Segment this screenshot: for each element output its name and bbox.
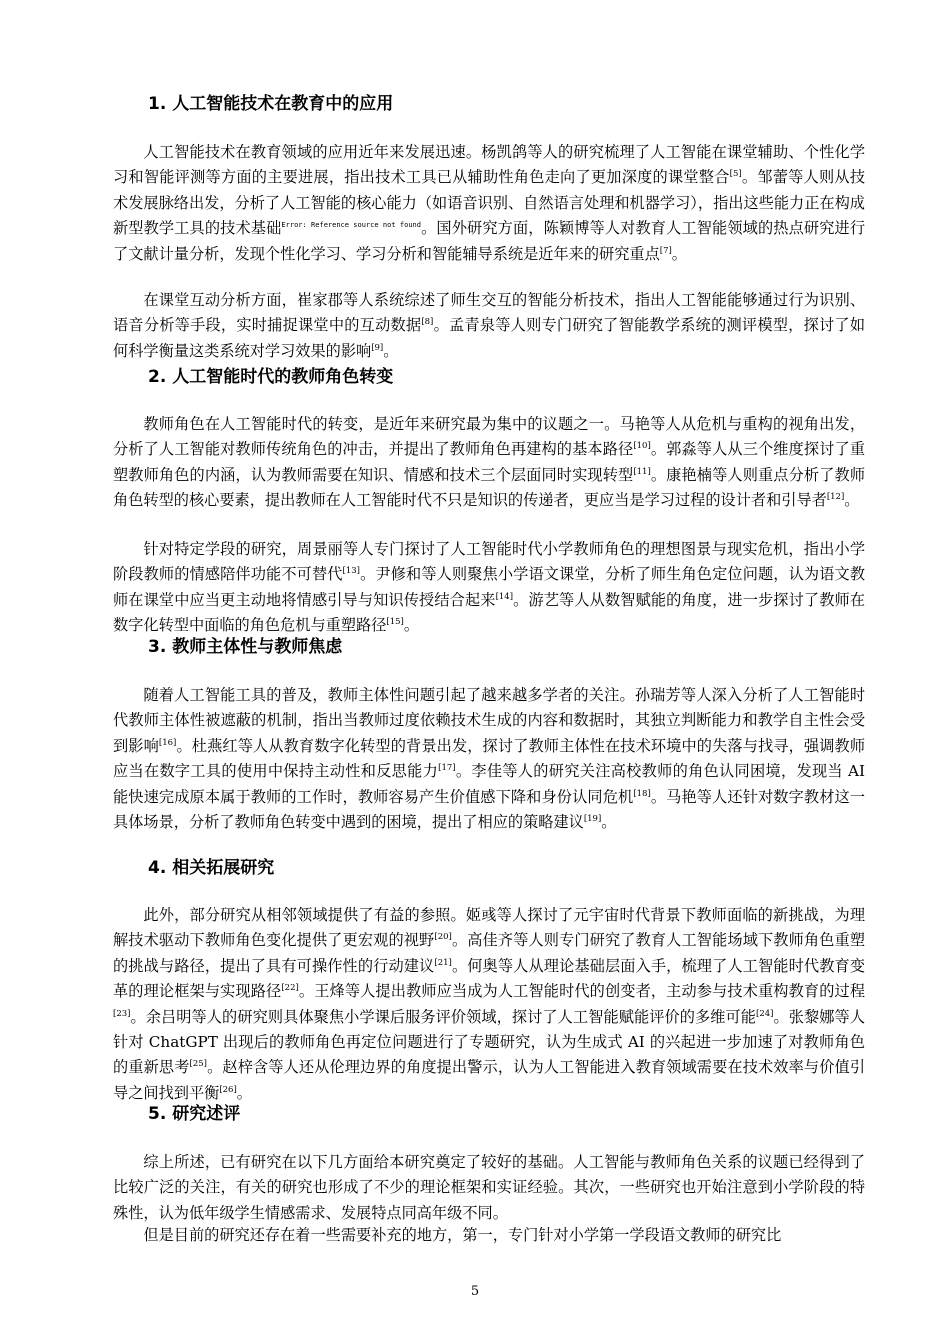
citation-marker: [23]: [113, 1008, 131, 1019]
section-heading-review: 5. 研究述评: [148, 1104, 241, 1124]
text-fragment: 。: [403, 616, 420, 635]
body-paragraph: [113, 537, 865, 639]
text-fragment: 。张黎娜等人针对 ChatGPT 出现后的教师角色再定位问题进行了专题研究，认为生成式 AI 的兴起进一步加速了对教师角色的重新思考: [113, 1007, 866, 1077]
text-fragment: 。: [844, 491, 860, 510]
citation-marker: [8]: [421, 317, 434, 328]
text-fragment: 。何奥等人从理论基础层面入手，梳理了人工智能时代教育变革的理论框架与实现路径: [113, 956, 866, 1001]
citation-marker: [18]: [633, 788, 651, 799]
text-fragment: 。: [236, 1083, 252, 1102]
section-heading-teacher-role-shift: 2. 人工智能时代的教师角色转变: [148, 367, 394, 387]
citation-marker: [9]: [371, 342, 384, 353]
citation-marker: [15]: [386, 617, 404, 628]
text-fragment: 。孟青泉等人则专门研究了智能教学系统的测评模型，探讨了如何科学衡量这类系统对学习效果的影响: [113, 316, 866, 360]
citation-marker: [26]: [219, 1084, 237, 1095]
text-fragment: 。: [383, 341, 399, 360]
citation-marker: [13]: [342, 566, 360, 577]
text-fragment: 。李佳等人的研究关注高校教师的角色认同困境，发现当 AI 能快速完成原本属于教师的工作时，教师容易产生价值感下降和身份认同危机: [113, 762, 866, 806]
text-fragment: 。王烽等人提出教师应当成为人工智能时代的创变者，主动参与技术重构教育的过程: [298, 982, 866, 1001]
citation-marker: [22]: [281, 983, 299, 994]
text-fragment: 人工智能技术在教育领域的应用近年来发展迅速。杨凯鸽等人的研究梳理了人工智能在课堂辅助、个性化学习和智能评测等方面的主要进展，指出技术工具已从辅助性角色走向了更加深度的课堂整合: [113, 143, 865, 187]
section-heading-extended-research: 4. 相关拓展研究: [148, 858, 275, 878]
text-fragment: 在课堂互动分析方面，崔家郡等人系统综述了师生交互的智能分析技术，指出人工智能能够通过行为识别、语音分析等手段，实时捕捉课堂中的互动数据: [113, 291, 865, 335]
citation-marker: [11]: [633, 466, 651, 477]
reference-error-note: Error: Reference source not found: [281, 221, 421, 230]
text-fragment: 。游艺等人从数智赋能的角度，进一步探讨了教师在数字化转型中面临的角色危机与重塑路径: [113, 590, 866, 635]
citation-marker: [7]: [659, 245, 672, 256]
body-paragraph: [113, 288, 865, 364]
body-paragraph: [113, 903, 865, 1106]
text-fragment: 教师角色在人工智能时代的转变，是近年来研究最为集中的议题之一。马艳等人从危机与重构的视角出发，分析了人工智能对教师传统角色的冲击，并提出了教师角色再建构的基本路径: [113, 415, 865, 459]
citation-marker: [25]: [189, 1059, 207, 1070]
citation-marker: [12]: [826, 492, 845, 503]
body-paragraph: [113, 1223, 865, 1248]
page-number: 5: [470, 1284, 480, 1299]
section-heading-ai-applications: 1. 人工智能技术在教育中的应用: [148, 94, 394, 114]
text-fragment: 。马艳等人还针对数字教材这一具体场景，分析了教师角色转变中遇到的困境，提出了相应的策略建议: [113, 787, 866, 832]
text-fragment: 。邹蕾等人则从技术发展脉络出发，分析了人工智能的核心能力（如语音识别、自然语言处理和机器学习），指出这些能力正在构成新型教学工具的技术基础: [113, 168, 866, 238]
citation-marker: [14]: [495, 591, 514, 602]
body-paragraph: [113, 412, 865, 514]
citation-marker: [10]: [633, 441, 651, 452]
citation-marker: [5]: [729, 169, 742, 180]
text-fragment: 。高佳齐等人则专门研究了教育人工智能场域下教师角色重塑的挑战与路径，提出了具有可操作性的行动建议: [113, 931, 866, 975]
citation-marker: [24]: [756, 1008, 774, 1019]
text-fragment: 。余吕明等人的研究则具体聚焦小学课后服务评价领域，探讨了人工智能赋能评价的多维可能: [130, 1007, 757, 1026]
text-fragment: 。杜燕红等人从教育数字化转型的背景出发，探讨了教师主体性在技术环境中的失落与找寻，强调教师应当在数字工具的使用中保持主动性和反思能力: [113, 736, 866, 781]
text-fragment: 。: [601, 813, 617, 832]
body-paragraph: [113, 1150, 865, 1226]
text-fragment: 。赵梓含等人还从伦理边界的角度提出警示，认为人工智能进入教育领域需要在技术效率与价值引导之间找到平衡: [113, 1058, 866, 1102]
text-fragment: 。国外研究方面，陈颖博等人对教育人工智能领域的热点研究进行了文献计量分析，发现个性化学习、学习分析和智能辅导系统是近年来的研究重点: [113, 219, 866, 263]
citation-marker: [16]: [158, 737, 177, 748]
body-paragraph: [113, 683, 865, 835]
text-fragment: 针对特定学段的研究，周景丽等人专门探讨了人工智能时代小学教师角色的理想图景与现实危机，指出小学阶段教师的情感陪伴功能不可替代: [113, 540, 865, 584]
text-fragment: 。郭淼等人从三个维度探讨了重塑教师角色的内涵，认为教师需要在知识、情感和技术三个层面同时实现转型: [113, 440, 866, 484]
text-fragment: 。尹修和等人则聚焦小学语文课堂，分析了师生角色定位问题，认为语文教师在课堂中应当更主动地将情感引导与知识传授结合起来: [113, 565, 866, 609]
section-heading-teacher-agency: 3. 教师主体性与教师焦虑: [148, 637, 343, 657]
citation-marker: [21]: [434, 957, 452, 968]
text-fragment: 随着人工智能工具的普及，教师主体性问题引起了越来越多学者的关注。孙瑞芳等人深入分析了人工智能时代教师主体性被遮蔽的机制，指出当教师过度依赖技术生成的内容和数据时，其独立判断能力和教学自主性会受到影响: [113, 686, 865, 755]
citation-marker: [17]: [438, 763, 456, 774]
body-paragraph: [113, 140, 865, 267]
text-fragment: 此外，部分研究从相邻领域提供了有益的参照。姬彧等人探讨了元宇宙时代背景下教师面临的新挑战，为理解技术驱动下教师角色变化提供了更宏观的视野: [113, 906, 865, 950]
citation-marker: [20]: [434, 932, 452, 943]
text-fragment: 。: [671, 244, 687, 263]
text-fragment: 但是目前的研究还存在着一些需要补充的地方，第一，专门针对小学第一学段语文教师的研究比: [143, 1226, 782, 1244]
text-fragment: 。康艳楠等人则重点分析了教师角色转型的核心要素，提出教师在人工智能时代不只是知识的传递者，更应当是学习过程的设计者和引导者: [113, 465, 866, 510]
text-fragment: 综上所述，已有研究在以下几方面给本研究奠定了较好的基础。人工智能与教师角色关系的议题已经得到了比较广泛的关注，有关的研究也形成了不少的理论框架和实证经验。其次，一些研究也开始注意到小学阶段的特殊性，认为低年级学生情感需求、发展特点同高年级不同。: [113, 1153, 865, 1222]
citation-marker: [19]: [583, 813, 602, 824]
